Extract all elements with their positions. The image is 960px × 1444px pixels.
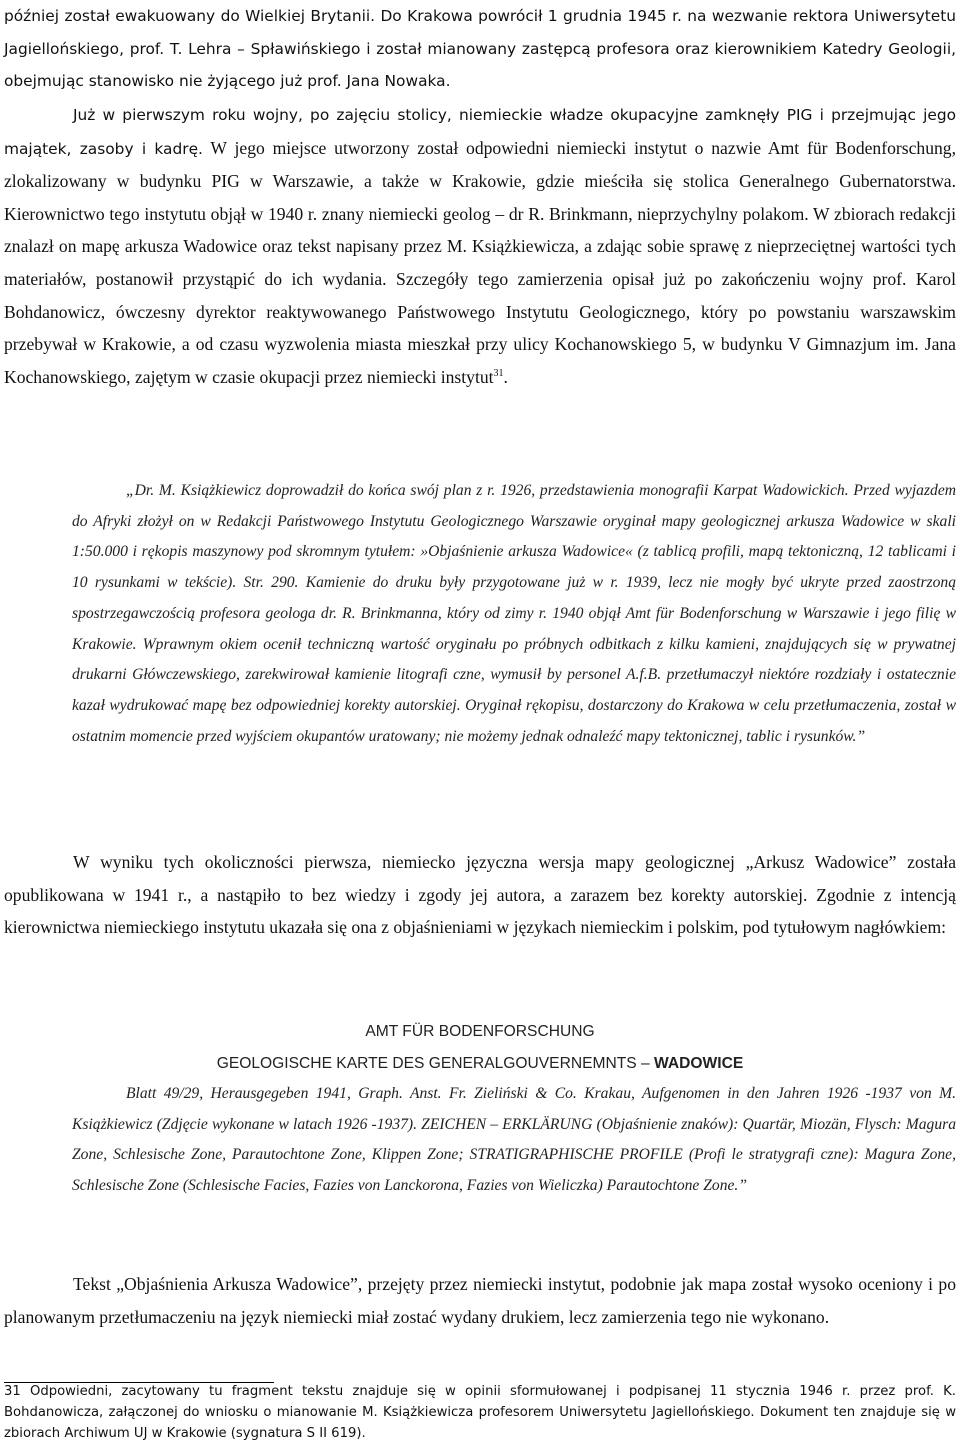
map-heading-line-1: AMT FÜR BODENFORSCHUNG [365, 1023, 595, 1040]
map-heading-line-2 [0, 1055, 960, 1073]
quotation-bohdanowicz: „Dr. M. Książkiewicz doprowadził do końca swój plan z r. 1926, przedstawienia monografii Karpat Wadowickich. Przed wyjazdem do Afryki złożył on w Redakcji Państwowego Instytutu Geologicznego Warszawie oryginał mapy geologicznej arkusza Wadowice w skali 1:50.000 i rękopis maszynowy pod skromnym tytułem: »Objaśnienie arkusza Wadowice« (z tablicą profili, mapą tektoniczną, 12 tablicami i 10 rysunkami w tekście). Str. 290. Kamienie do druku były przygotowane już w r. 1939, lecz nie mogły być ukryte przed zaostrzoną spostrzegawczością profesora geologa dr. R. Brinkmanna, który od zimy r. 1940 objął Amt für Bodenforschung w Warszawie i jego filię w Krakowie. Wprawnym okiem ocenił techniczną wartość oryginału po próbnych odbitkach z kilku kamieni, znajdujących się w prywatnej drukarni Główczewskiego, zarekwirował kamienie litografi czne, wymusił by personel A.f.B. przetłumaczył niektóre rozdziały i ostatecznie kazał wydrukować mapę bez odpowiedniej korekty autorskiej. Oryginał rękopisu, dostarczony do Krakowa w celu przetłumaczenia, został w ostatnim momencie przed wyjściem okupantów uratowany; nie możemy jednak odnaleźć mapy tektonicznej, tablic i rysunków.” [72, 482, 956, 745]
map-heading-line-2-text: GEOLOGISCHE KARTE DES GENERALGOUVERNEMNTS – [216, 1055, 655, 1072]
footnote-reference: 31 [493, 367, 504, 379]
paragraph-occupation-end: . [503, 366, 508, 387]
map-heading-title: WADOWICE [654, 1055, 744, 1072]
paragraph-occupation [4, 98, 956, 393]
footnote-31: 31 Odpowiedni, zacytowany tu fragment tekstu znajduje się w opinii sformułowanej i podpisanej 11 stycznia 1946 r. przez prof. K. Bohdanowicza, załączonej do wniosku o mianowanie M. Książkiewicza profesorem Uniwersytetu Jagiellońskiego. Dokument ten znajduje się w zbiorach Archiwum UJ w Krakowie (sygnatura S II 619). [4, 1384, 956, 1441]
paragraph-occupation-body: W jego miejsce utworzony został odpowiedni niemiecki instytut o nazwie Amt für Bodenforschung, zlokalizowany w budynku PIG w Warszawie, a także w Krakowie, gdzie mieściła się stolica Generalnego Gubernatorstwa. Kierownictwo tego instytutu objął w 1940 r. znany niemiecki geolog – dr R. Brinkmann, nieprzychylny polakom. W zbiorach redakcji znalazł on mapę arkusza Wadowice oraz tekst napisany przez M. Książkiewicza, a zdając sobie sprawę z nieprzeciętnej wartości tych materiałów, postanowił przystąpić do ich wydania. Szczegóły tego zamierzenia opisał już po zakończeniu wojny prof. Karol Bohdanowicz, ówczesny dyrektor reaktywowanego Państwowego Instytutu Geologicznego, który po powstaniu warszawskim przebywał w Krakowie, a od czasu wyzwolenia miasta mieszkał przy ulicy Kochanowskiego 5, w budynku V Gimnazjum im. Jana Kochanowskiego, zajętym w czasie okupacji przez niemiecki instytut [4, 137, 956, 387]
paragraph-publication: W wyniku tych okoliczności pierwsza, niemiecko języczna wersja mapy geologicznej „Arkusz Wadowice” została opublikowana w 1941 r., a nastąpiło to bez wiedzy i zgody jej autora, a zarazem bez korekty autorskiej. Zgodnie z intencją kierownictwa niemieckiego instytutu ukazała się ona z objaśnieniami w językach niemieckim i polskim, pod tytułowym nagłówkiem: [4, 852, 956, 938]
paragraph-occupation-lead: Już w pierwszym roku wojny, po zajęciu stolicy, niemieckie władze okupacyjne zamknęły PIG i przejmując jego majątek, zasoby i kadrę. [4, 106, 956, 158]
paragraph-text-fate: Tekst „Objaśnienia Arkusza Wadowice”, przejęty przez niemiecki instytut, podobnie jak mapa został wysoko oceniony i po planowanym przetłumaczeniu na język niemiecki miał zostać wydany drukiem, lecz zamierzenia tego nie wykonano. [4, 1274, 956, 1327]
paragraph-intro: później został ewakuowany do Wielkiej Brytanii. Do Krakowa powrócił 1 grudnia 1945 r. na wezwanie rektora Uniwersytetu Jagiellońskiego, prof. T. Lehra – Spławińskiego i został mianowany zastępcą profesora oraz kierownikiem Katedry Geologii, obejmując stanowisko nie żyjącego już prof. Jana Nowaka. [4, 7, 956, 91]
quotation-map-legend: Blatt 49/29, Herausgegeben 1941, Graph. Anst. Fr. Zieliński & Co. Krakau, Aufgenomen in den Jahren 1926 -1937 von M. Książkiewicz (Zdjęcie wykonane w latach 1926 -1937). ZEICHEN – ERKLÄRUNG (Objaśnienie znaków): Quartär, Miozän, Flysch: Magura Zone, Schlesische Zone, Parautochtone Zone, Klippen Zone; STRATIGRAPHISCHE PROFILE (Profi le stratygrafi czne): Magura Zone, Schlesische Zone (Schlesische Facies, Fazies von Lanckorona, Fazies von Wieliczka) Parautochtone Zone.” [72, 1085, 956, 1195]
